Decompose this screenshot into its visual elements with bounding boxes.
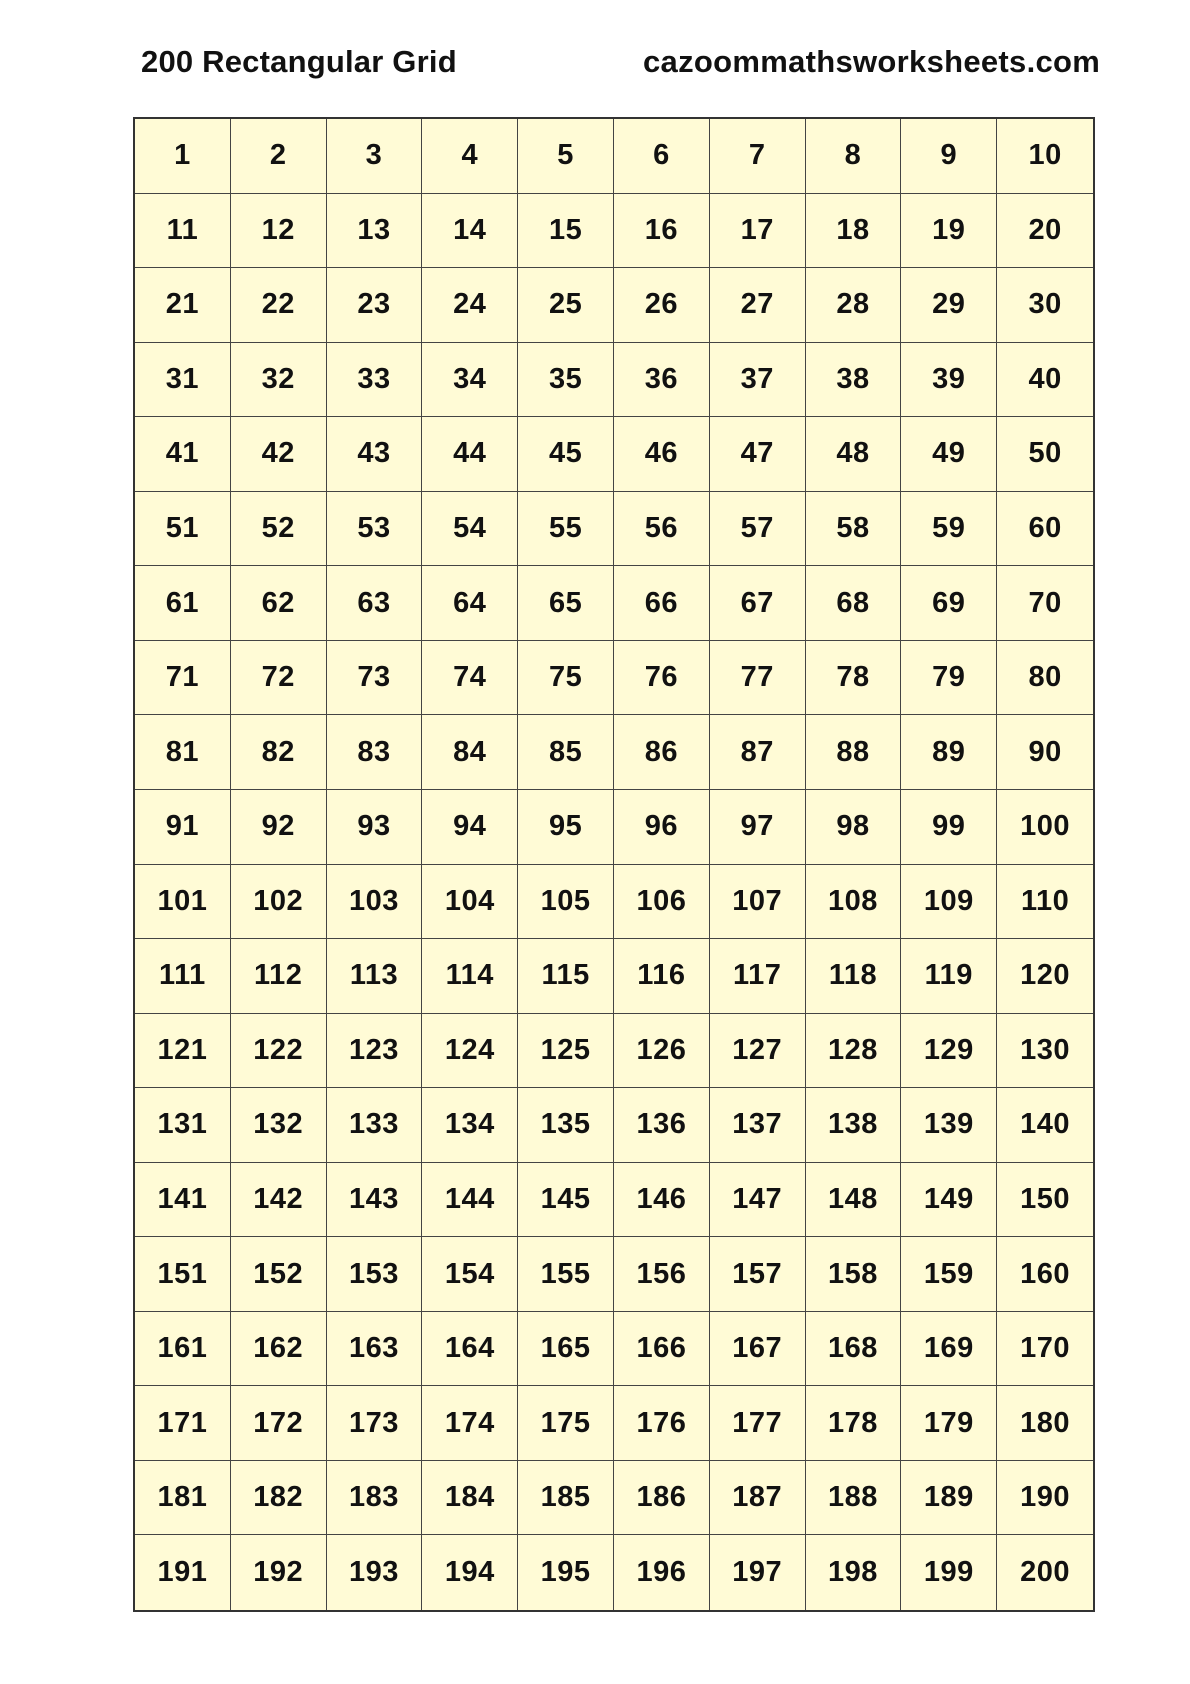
grid-cell: 8 — [806, 119, 902, 194]
grid-cell: 39 — [901, 343, 997, 418]
grid-cell: 24 — [422, 268, 518, 343]
grid-cell: 150 — [997, 1163, 1093, 1238]
page-header — [0, 44, 1190, 84]
grid-cell: 138 — [806, 1088, 902, 1163]
grid-cell: 183 — [327, 1461, 423, 1536]
grid-cell: 113 — [327, 939, 423, 1014]
grid-cell: 96 — [614, 790, 710, 865]
grid-cell: 20 — [997, 194, 1093, 269]
grid-cell: 3 — [327, 119, 423, 194]
grid-cell: 174 — [422, 1386, 518, 1461]
grid-cell: 169 — [901, 1312, 997, 1387]
grid-cell: 75 — [518, 641, 614, 716]
grid-cell: 29 — [901, 268, 997, 343]
grid-cell: 48 — [806, 417, 902, 492]
grid-cell: 122 — [231, 1014, 327, 1089]
grid-cell: 191 — [135, 1535, 231, 1610]
grid-cell: 74 — [422, 641, 518, 716]
grid-cell: 100 — [997, 790, 1093, 865]
grid-cell: 190 — [997, 1461, 1093, 1536]
grid-cell: 125 — [518, 1014, 614, 1089]
grid-cell: 164 — [422, 1312, 518, 1387]
grid-cell: 34 — [422, 343, 518, 418]
number-grid — [133, 117, 1095, 1612]
grid-cell: 137 — [710, 1088, 806, 1163]
grid-cell: 178 — [806, 1386, 902, 1461]
grid-cell: 37 — [710, 343, 806, 418]
grid-cell: 126 — [614, 1014, 710, 1089]
grid-cell: 168 — [806, 1312, 902, 1387]
grid-cell: 197 — [710, 1535, 806, 1610]
grid-cell: 199 — [901, 1535, 997, 1610]
grid-cell: 78 — [806, 641, 902, 716]
grid-cell: 117 — [710, 939, 806, 1014]
grid-cell: 72 — [231, 641, 327, 716]
grid-cell: 181 — [135, 1461, 231, 1536]
grid-cell: 131 — [135, 1088, 231, 1163]
grid-cell: 68 — [806, 566, 902, 641]
grid-cell: 31 — [135, 343, 231, 418]
grid-cell: 177 — [710, 1386, 806, 1461]
grid-cell: 127 — [710, 1014, 806, 1089]
grid-cell: 54 — [422, 492, 518, 567]
grid-cell: 10 — [997, 119, 1093, 194]
grid-cell: 18 — [806, 194, 902, 269]
grid-cell: 2 — [231, 119, 327, 194]
grid-cell: 38 — [806, 343, 902, 418]
grid-cell: 50 — [997, 417, 1093, 492]
grid-cell: 63 — [327, 566, 423, 641]
grid-cell: 43 — [327, 417, 423, 492]
grid-cell: 53 — [327, 492, 423, 567]
grid-cell: 130 — [997, 1014, 1093, 1089]
grid-cell: 185 — [518, 1461, 614, 1536]
grid-cell: 79 — [901, 641, 997, 716]
grid-cell: 41 — [135, 417, 231, 492]
grid-cell: 57 — [710, 492, 806, 567]
grid-cell: 60 — [997, 492, 1093, 567]
grid-cell: 184 — [422, 1461, 518, 1536]
grid-cell: 92 — [231, 790, 327, 865]
grid-cell: 28 — [806, 268, 902, 343]
grid-cell: 111 — [135, 939, 231, 1014]
grid-cell: 176 — [614, 1386, 710, 1461]
grid-cell: 157 — [710, 1237, 806, 1312]
grid-cell: 46 — [614, 417, 710, 492]
grid-cell: 17 — [710, 194, 806, 269]
grid-cell: 129 — [901, 1014, 997, 1089]
grid-cell: 9 — [901, 119, 997, 194]
grid-cell: 6 — [614, 119, 710, 194]
grid-cell: 83 — [327, 715, 423, 790]
grid-cell: 108 — [806, 865, 902, 940]
grid-cell: 11 — [135, 194, 231, 269]
grid-cell: 61 — [135, 566, 231, 641]
grid-cell: 80 — [997, 641, 1093, 716]
grid-cell: 187 — [710, 1461, 806, 1536]
grid-cell: 45 — [518, 417, 614, 492]
grid-cell: 4 — [422, 119, 518, 194]
grid-cell: 147 — [710, 1163, 806, 1238]
grid-cell: 65 — [518, 566, 614, 641]
grid-cell: 162 — [231, 1312, 327, 1387]
grid-cell: 139 — [901, 1088, 997, 1163]
grid-cell: 188 — [806, 1461, 902, 1536]
grid-cell: 82 — [231, 715, 327, 790]
grid-cell: 121 — [135, 1014, 231, 1089]
grid-cell: 189 — [901, 1461, 997, 1536]
grid-cell: 33 — [327, 343, 423, 418]
grid-cell: 145 — [518, 1163, 614, 1238]
grid-cell: 163 — [327, 1312, 423, 1387]
grid-cell: 14 — [422, 194, 518, 269]
grid-cell: 112 — [231, 939, 327, 1014]
grid-cell: 192 — [231, 1535, 327, 1610]
grid-cell: 132 — [231, 1088, 327, 1163]
grid-cell: 118 — [806, 939, 902, 1014]
grid-cell: 159 — [901, 1237, 997, 1312]
grid-cell: 104 — [422, 865, 518, 940]
grid-cell: 93 — [327, 790, 423, 865]
grid-cell: 156 — [614, 1237, 710, 1312]
grid-cell: 42 — [231, 417, 327, 492]
grid-cell: 59 — [901, 492, 997, 567]
grid-cell: 106 — [614, 865, 710, 940]
grid-cell: 166 — [614, 1312, 710, 1387]
grid-cell: 135 — [518, 1088, 614, 1163]
grid-cell: 85 — [518, 715, 614, 790]
grid-cell: 84 — [422, 715, 518, 790]
grid-cell: 136 — [614, 1088, 710, 1163]
grid-cell: 142 — [231, 1163, 327, 1238]
grid-cell: 19 — [901, 194, 997, 269]
grid-cell: 148 — [806, 1163, 902, 1238]
grid-cell: 64 — [422, 566, 518, 641]
grid-cell: 143 — [327, 1163, 423, 1238]
grid-cell: 26 — [614, 268, 710, 343]
grid-cell: 98 — [806, 790, 902, 865]
grid-cell: 109 — [901, 865, 997, 940]
grid-cell: 160 — [997, 1237, 1093, 1312]
grid-cell: 51 — [135, 492, 231, 567]
grid-cell: 134 — [422, 1088, 518, 1163]
grid-cell: 141 — [135, 1163, 231, 1238]
grid-cell: 95 — [518, 790, 614, 865]
grid-cell: 179 — [901, 1386, 997, 1461]
grid-cell: 55 — [518, 492, 614, 567]
grid-cell: 30 — [997, 268, 1093, 343]
grid-cell: 172 — [231, 1386, 327, 1461]
grid-cell: 116 — [614, 939, 710, 1014]
grid-cell: 32 — [231, 343, 327, 418]
grid-cell: 149 — [901, 1163, 997, 1238]
grid-cell: 36 — [614, 343, 710, 418]
grid-cell: 151 — [135, 1237, 231, 1312]
grid-cell: 5 — [518, 119, 614, 194]
grid-cell: 158 — [806, 1237, 902, 1312]
grid-cell: 77 — [710, 641, 806, 716]
grid-cell: 196 — [614, 1535, 710, 1610]
grid-cell: 13 — [327, 194, 423, 269]
grid-cell: 144 — [422, 1163, 518, 1238]
grid-cell: 81 — [135, 715, 231, 790]
grid-cell: 89 — [901, 715, 997, 790]
grid-cell: 123 — [327, 1014, 423, 1089]
grid-cell: 16 — [614, 194, 710, 269]
site-url: cazoommathsworksheets.com — [643, 44, 1101, 79]
grid-cell: 195 — [518, 1535, 614, 1610]
grid-cell: 7 — [710, 119, 806, 194]
grid-cell: 12 — [231, 194, 327, 269]
grid-cell: 115 — [518, 939, 614, 1014]
grid-cell: 73 — [327, 641, 423, 716]
grid-cell: 194 — [422, 1535, 518, 1610]
grid-cell: 146 — [614, 1163, 710, 1238]
grid-cell: 105 — [518, 865, 614, 940]
grid-cell: 69 — [901, 566, 997, 641]
grid-cell: 35 — [518, 343, 614, 418]
grid-cell: 182 — [231, 1461, 327, 1536]
grid-cell: 47 — [710, 417, 806, 492]
grid-cell: 101 — [135, 865, 231, 940]
grid-cell: 86 — [614, 715, 710, 790]
grid-cell: 88 — [806, 715, 902, 790]
grid-cell: 1 — [135, 119, 231, 194]
grid-cell: 180 — [997, 1386, 1093, 1461]
grid-cell: 120 — [997, 939, 1093, 1014]
grid-cell: 171 — [135, 1386, 231, 1461]
grid-cell: 21 — [135, 268, 231, 343]
grid-cell: 186 — [614, 1461, 710, 1536]
grid-cell: 154 — [422, 1237, 518, 1312]
grid-cell: 167 — [710, 1312, 806, 1387]
grid-cell: 161 — [135, 1312, 231, 1387]
grid-cell: 99 — [901, 790, 997, 865]
grid-cell: 107 — [710, 865, 806, 940]
grid-cell: 87 — [710, 715, 806, 790]
grid-cell: 52 — [231, 492, 327, 567]
grid-cell: 140 — [997, 1088, 1093, 1163]
grid-cell: 152 — [231, 1237, 327, 1312]
grid-cell: 49 — [901, 417, 997, 492]
page-title: 200 Rectangular Grid — [141, 44, 457, 79]
grid-cell: 200 — [997, 1535, 1093, 1610]
grid-cell: 153 — [327, 1237, 423, 1312]
grid-cell: 70 — [997, 566, 1093, 641]
grid-cell: 114 — [422, 939, 518, 1014]
grid-cell: 110 — [997, 865, 1093, 940]
grid-cell: 193 — [327, 1535, 423, 1610]
grid-cell: 66 — [614, 566, 710, 641]
grid-cell: 90 — [997, 715, 1093, 790]
grid-cell: 27 — [710, 268, 806, 343]
grid-cell: 133 — [327, 1088, 423, 1163]
grid-cell: 23 — [327, 268, 423, 343]
grid-cell: 22 — [231, 268, 327, 343]
grid-cell: 62 — [231, 566, 327, 641]
grid-cell: 198 — [806, 1535, 902, 1610]
grid-cell: 124 — [422, 1014, 518, 1089]
grid-cell: 102 — [231, 865, 327, 940]
grid-cell: 175 — [518, 1386, 614, 1461]
grid-cell: 173 — [327, 1386, 423, 1461]
grid-cell: 56 — [614, 492, 710, 567]
grid-cell: 44 — [422, 417, 518, 492]
grid-cell: 40 — [997, 343, 1093, 418]
grid-cell: 71 — [135, 641, 231, 716]
grid-cell: 76 — [614, 641, 710, 716]
grid-cell: 91 — [135, 790, 231, 865]
grid-cell: 170 — [997, 1312, 1093, 1387]
grid-cell: 67 — [710, 566, 806, 641]
grid-cell: 128 — [806, 1014, 902, 1089]
grid-cell: 103 — [327, 865, 423, 940]
grid-cell: 25 — [518, 268, 614, 343]
grid-cell: 119 — [901, 939, 997, 1014]
grid-cell: 97 — [710, 790, 806, 865]
grid-cell: 58 — [806, 492, 902, 567]
grid-cell: 94 — [422, 790, 518, 865]
grid-cell: 155 — [518, 1237, 614, 1312]
grid-cell: 165 — [518, 1312, 614, 1387]
grid-cell: 15 — [518, 194, 614, 269]
